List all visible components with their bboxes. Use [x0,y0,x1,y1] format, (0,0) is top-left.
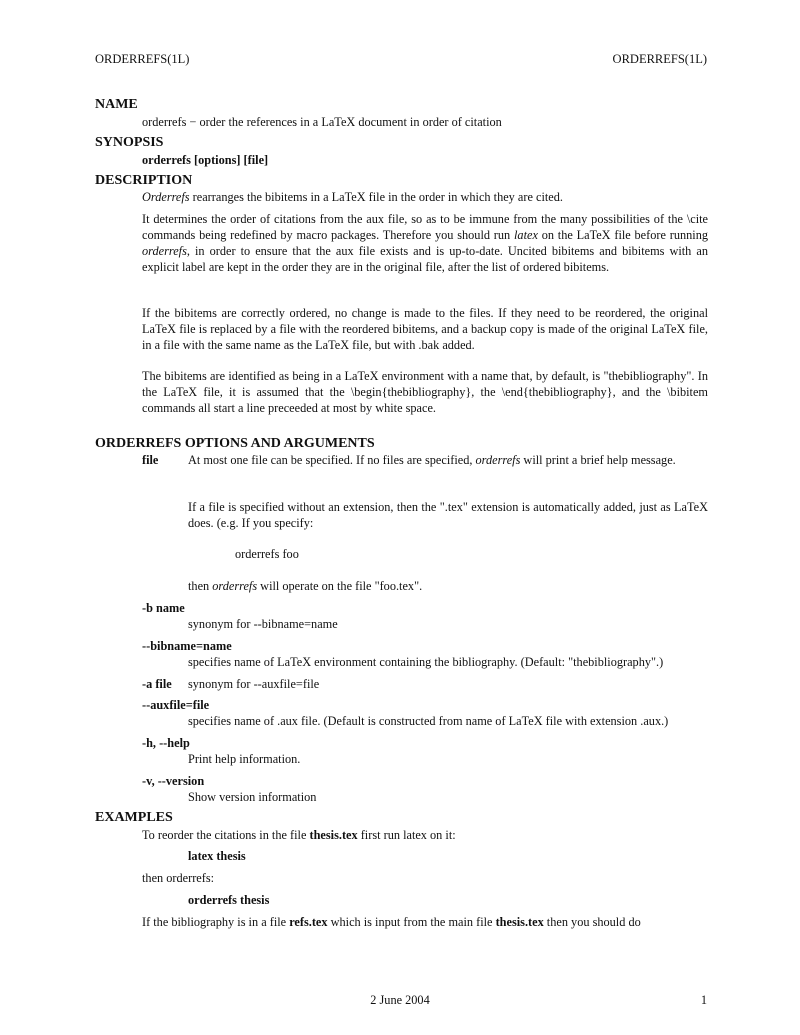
description-p2-em2: orderrefs [142,244,187,258]
examples-line1-a: To reorder the citations in the file [142,828,310,842]
option-file-desc-b: will print a brief help message. [520,453,676,467]
description-p2-c: , in order to ensure that the aux file exists and is up-to-date. Uncited bibitems and bibitems with an explicit label are kept in the order they are in the original file, after the list of ordered bibitems. [142,244,708,274]
option-file-desc-a: At most one file can be specified. If no files are specified, [188,453,476,467]
option-file-then-em: orderrefs [212,579,258,593]
examples-line3-a: If the bibliography is in a file [142,915,290,929]
description-p2-a: It determines the order of citations from the aux file, so as to be immune from the many possibilities of the \cite commands being redefined by macro packages. Therefore you should run [142,212,708,242]
option-version-desc: Show version information [188,790,317,804]
option-file-desc [188,452,708,468]
option-file-label: file [142,453,159,467]
section-name-heading: NAME [95,97,138,112]
footer-date: 2 June 2004 [370,993,430,1007]
option-a-desc: synonym for --auxfile=file [188,677,320,691]
examples-line3 [142,914,708,930]
option-file-then [188,578,708,594]
option-file-example: orderrefs foo [235,547,299,561]
examples-cmd2: orderrefs thesis [188,893,270,907]
section-description-heading: DESCRIPTION [95,173,193,188]
examples-line1 [142,827,708,843]
option-bibname-label: --bibname=name [142,639,232,653]
section-examples-heading: EXAMPLES [95,810,173,825]
description-p1-rest: rearranges the bibitems in a LaTeX file in the order in which they are cited. [189,190,563,204]
footer-page-number: 1 [700,993,707,1007]
option-auxfile-desc: specifies name of .aux file. (Default is constructed from name of LaTeX file with extension .aux.) [188,714,669,728]
examples-line3-c: which is input from the main file [327,915,496,929]
synopsis-text: orderrefs [options] [file] [142,153,269,167]
header-left: ORDERREFS(1L) [95,52,190,66]
option-version-label: -v, --version [142,774,205,788]
description-p4: The bibitems are identified as being in a LaTeX environment with a name that, by default, is "thebibliography". In the LaTeX file, it is assumed that the \begin{thebibliography}, the \end{thebibliography}, and the \bibitem commands all start a line preceeded at most by white space. [142,369,708,415]
option-b-label: -b name [142,601,185,615]
name-text: orderrefs − order the references in a LaTeX document in order of citation [142,115,502,129]
examples-line1-file: thesis.tex [309,828,358,842]
option-file-then-b: will operate on the file "foo.tex". [257,579,423,593]
option-b-desc: synonym for --bibname=name [188,617,338,631]
examples-line3-e: then you should do [543,915,641,929]
examples-line2: then orderrefs: [142,871,215,885]
description-p2-b: on the LaTeX file before running [537,228,708,242]
description-p2 [142,211,708,275]
option-file-desc-p2: If a file is specified without an extension, then the ".tex" extension is automatically added, just as LaTeX does. (e.g. If you specify: [188,500,708,530]
description-p2-em1: latex [514,228,538,242]
section-synopsis-heading: SYNOPSIS [95,135,164,150]
option-a-label: -a file [142,677,172,691]
option-file-desc-em: orderrefs [475,453,521,467]
description-p1-em: Orderrefs [142,190,190,204]
option-bibname-desc: specifies name of LaTeX environment containing the bibliography. (Default: "thebibliography".) [188,655,664,669]
option-help-label: -h, --help [142,736,190,750]
examples-cmd1: latex thesis [188,849,246,863]
description-p3: If the bibitems are correctly ordered, no change is made to the files. If they need to be reordered, the original LaTeX file is replaced by a file with the reordered bibitems, and a backup copy is made of the original LaTeX file, in a file with the same name as the LaTeX file, but with .bak added. [142,306,708,352]
option-help-desc: Print help information. [188,752,301,766]
header-right: ORDERREFS(1L) [612,52,707,66]
option-file-then-a: then [188,579,213,593]
examples-line1-c: first run latex on it: [357,828,456,842]
section-options-heading: ORDERREFS OPTIONS AND ARGUMENTS [95,436,375,451]
examples-line3-file2: thesis.tex [495,915,544,929]
option-auxfile-label: --auxfile=file [142,698,210,712]
examples-line3-file1: refs.tex [289,915,328,929]
description-p1 [142,189,708,205]
